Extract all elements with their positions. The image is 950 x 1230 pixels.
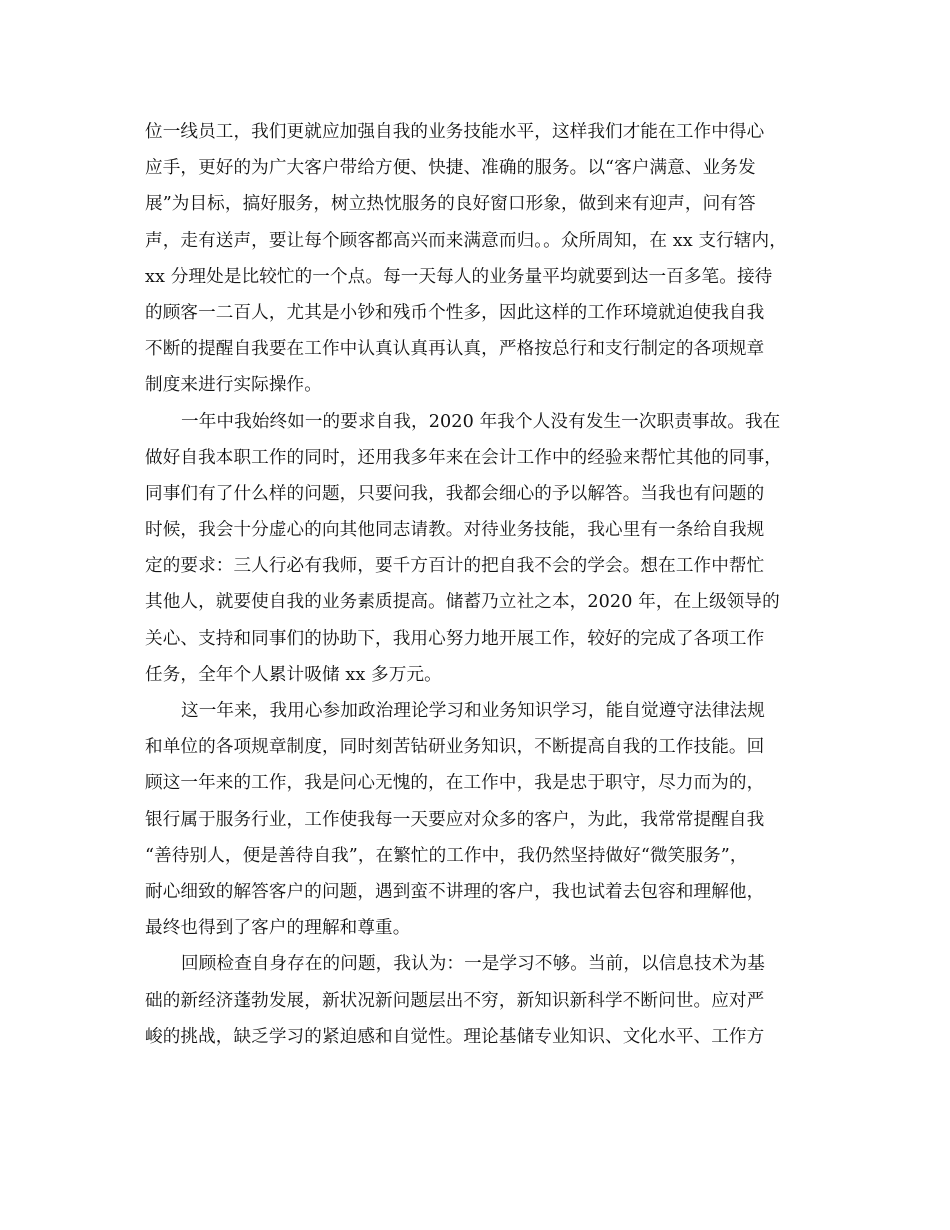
text-line: 银行属于服务行业，工作使我每一天要应对众多的客户，为此，我常常提醒自我	[145, 809, 765, 830]
text-line: 做好自我本职工作的同时，还用我多年来在会计工作中的经验来帮忙其他的同事，	[145, 447, 782, 468]
document-body	[145, 114, 825, 1055]
paragraph-first-line: 一年中我始终如一的要求自我，2020 年我个人没有发生一次职责事故。我在	[181, 411, 781, 432]
text-line: 础的新经济蓬勃发展，新状况新问题层出不穷，新知识新科学不断问世。应对严	[145, 990, 765, 1011]
text-line: 关心、支持和同事们的协助下，我用心努力地开展工作，较好的完成了各项工作	[145, 628, 765, 649]
text-line: 同事们有了什么样的问题，只要问我，我都会细心的予以解答。当我也有问题的	[145, 483, 765, 504]
text-line: 定的要求：三人行必有我师，要千方百计的把自我不会的学会。想在工作中帮忙	[145, 556, 765, 577]
text-line: 顾这一年来的工作，我是问心无愧的，在工作中，我是忠于职守，尽力而为的，	[145, 773, 765, 794]
text-line: 耐心细致的解答客户的问题，遇到蛮不讲理的客户，我也试着去包容和理解他，	[145, 881, 765, 902]
text-line: 任务，全年个人累计吸储 xx 多万元。	[145, 664, 442, 685]
text-line: 的顾客一二百人，尤其是小钞和残币个性多，因此这样的工作环境就迫使我自我	[145, 302, 765, 323]
text-line: 和单位的各项规章制度，同时刻苦钻研业务知识，不断提高自我的工作技能。回	[145, 737, 765, 758]
paragraph-first-line: 这一年来，我用心参加政治理论学习和业务知识学习，能自觉遵守法律法规	[181, 701, 765, 721]
text-line: 应手，更好的为广大客户带给方便、快捷、准确的服务。以“客户满意、业务发	[145, 158, 756, 179]
text-line: 时候，我会十分虚心的向其他同志请教。对待业务技能，我心里有一条给自我规	[145, 520, 765, 541]
text-line: 不断的提醒自我要在工作中认真认真再认真，严格按总行和支行制定的各项规章	[145, 339, 765, 360]
text-line: xx 分理处是比较忙的一个点。每一天每人的业务量平均就要到达一百多笔。接待	[145, 266, 773, 287]
paragraph-first-line: 回顾检查自身存在的问题，我认为：一是学习不够。当前，以信息技术为基	[181, 954, 765, 975]
text-line: 峻的挑战，缺乏学习的紧迫感和自觉性。理论基储专业知识、文化水平、工作方	[145, 1026, 765, 1047]
text-line: 制度来进行实际操作。	[145, 375, 322, 396]
text-line: 位一线员工，我们更就应加强自我的业务技能水平，这样我们才能在工作中得心	[145, 122, 765, 142]
text-line: 其他人，就要使自我的业务素质提高。储蓄乃立社之本，2020 年，在上级领导的	[145, 592, 780, 613]
text-line: 展”为目标，搞好服务，树立热忱服务的良好窗口形象，做到来有迎声，问有答	[145, 194, 756, 215]
text-line: 声，走有送声，要让每个顾客都高兴而来满意而归。。众所周知，在 xx 支行辖内，	[145, 230, 787, 251]
text-line: “善待别人，便是善待自我”，在繁忙的工作中，我仍然坚持做好“微笑服务”，	[145, 845, 748, 866]
text-line: 最终也得到了客户的理解和尊重。	[145, 918, 411, 939]
